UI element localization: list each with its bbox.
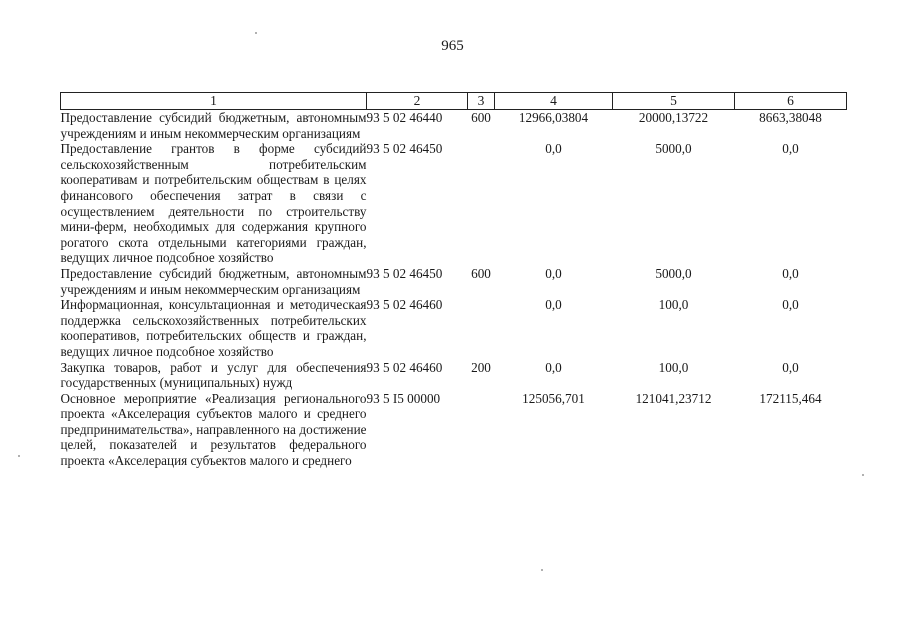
row-value-6: 0,0 [782, 297, 799, 313]
row-value-4: 12966,03804 [518, 110, 589, 125]
table-row [61, 360, 847, 391]
table-row [61, 110, 847, 142]
row-value-5: 100,0 [658, 359, 689, 375]
row-value-5: 121041,23712 [635, 390, 712, 406]
column-header: 6 [735, 93, 847, 110]
scan-speck [862, 474, 864, 476]
scan-speck [255, 32, 257, 34]
row-value-6: 0,0 [782, 359, 799, 375]
row-kvr: 600 [471, 110, 491, 125]
row-name: Предоставление грантов в форме субсидий сельскохозяйственным потребительским кооперативам и потребительским обществам в целях финансового обеспечения затрат в связи с осуществлением деятельности по строительству мини-ферм, необходимых для содержания крупного рогатого скота отдельными категориями граждан, ведущих личное подсобное хозяйство [60, 141, 367, 266]
row-value-6: 8663,38048 [759, 110, 822, 125]
row-code: 93 5 I5 00000 [366, 390, 441, 406]
row-name: Закупка товаров, работ и услуг для обеспечения государственных (муниципальных) нужд [60, 359, 367, 391]
scan-speck [541, 569, 543, 571]
page-number: 965 [441, 38, 464, 54]
row-value-6: 0,0 [782, 265, 799, 281]
column-header: 1 [61, 93, 367, 110]
row-value-6: 172115,464 [759, 390, 822, 406]
table-header-row [61, 93, 847, 110]
row-name: Основное мероприятие «Реализация регионального проекта «Акселерация субъектов малого и среднего предпринимательства», направленного на достижение целей, показателей и результатов федерального проекта «Акселерация субъектов малого и среднего [60, 390, 367, 469]
row-name: Предоставление субсидий бюджетным, автономным учреждениям и иным некоммерческим организациям [60, 110, 367, 141]
row-value-4: 0,0 [545, 297, 562, 313]
row-name: Информационная, консультационная и методическая поддержка сельскохозяйственных потребительских кооперативов, потребительских обществ и граждан, ведущих личное подсобное хозяйство [60, 297, 367, 359]
scan-speck [18, 455, 20, 457]
row-code: 93 5 02 46460 [366, 359, 443, 375]
column-header: 2 [367, 93, 468, 110]
row-kvr [468, 391, 495, 469]
row-kvr: 600 [471, 265, 491, 281]
column-header: 4 [495, 93, 613, 110]
column-header: 3 [468, 93, 495, 110]
row-value-5: 5000,0 [655, 141, 692, 157]
row-value-4: 0,0 [545, 359, 562, 375]
row-value-5: 20000,13722 [638, 110, 709, 125]
row-value-4: 0,0 [545, 141, 562, 157]
table-row [61, 391, 847, 469]
row-code: 93 5 02 46450 [366, 141, 443, 157]
column-header: 5 [613, 93, 735, 110]
row-code: 93 5 02 46450 [366, 265, 443, 281]
row-kvr [468, 297, 495, 359]
table-row [61, 297, 847, 359]
row-value-5: 5000,0 [655, 265, 692, 281]
table-row [61, 141, 847, 266]
row-value-5: 100,0 [658, 297, 689, 313]
table-row [61, 266, 847, 297]
row-code: 93 5 02 46460 [366, 297, 443, 313]
row-value-4: 0,0 [545, 265, 562, 281]
row-value-6: 0,0 [782, 141, 799, 157]
row-value-4: 125056,701 [522, 390, 585, 406]
budget-table [60, 92, 847, 469]
row-kvr [468, 141, 495, 266]
row-code: 93 5 02 46440 [366, 110, 443, 125]
row-name: Предоставление субсидий бюджетным, автономным учреждениям и иным некоммерческим организациям [60, 265, 367, 297]
row-kvr: 200 [471, 359, 491, 375]
